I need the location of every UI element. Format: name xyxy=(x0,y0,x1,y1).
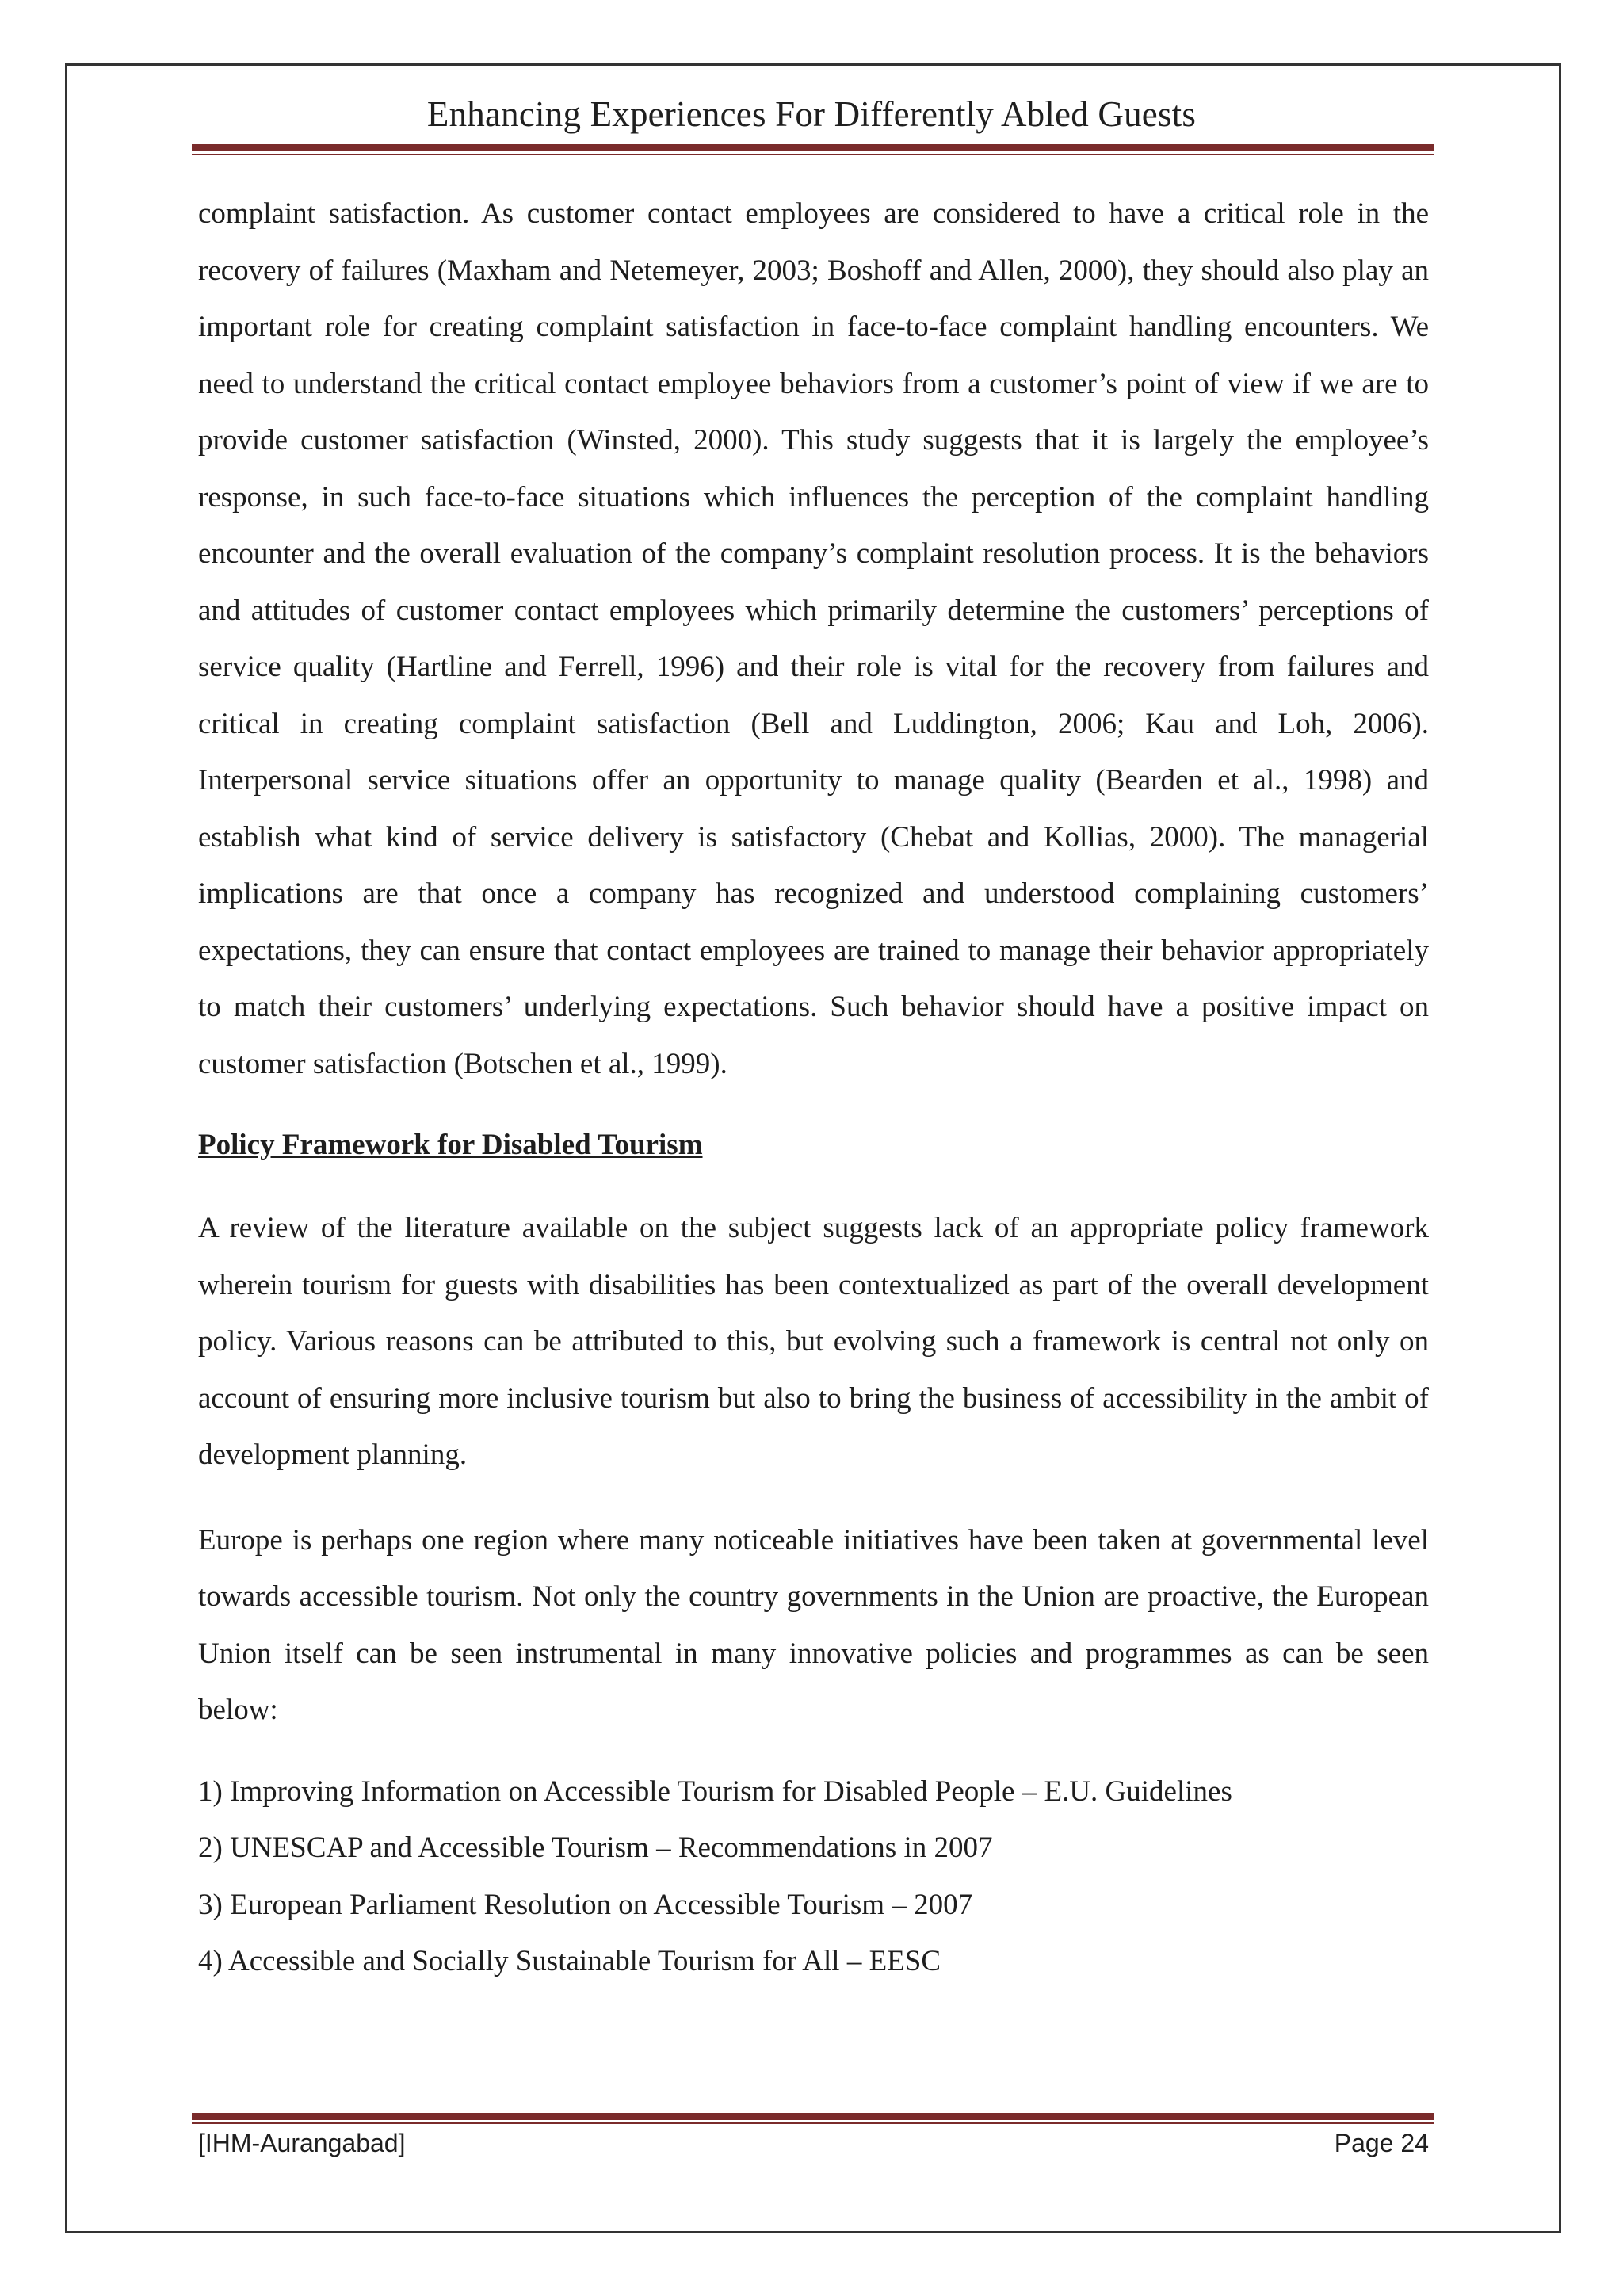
list-item: 1) Improving Information on Accessible Tourism for Disabled People – E.U. Guidelines xyxy=(198,1775,1232,1808)
list-item: 3) European Parliament Resolution on Accessible Tourism – 2007 xyxy=(198,1888,973,1921)
footer-institution: [IHM-Aurangabad] xyxy=(198,2129,406,2157)
page-content xyxy=(198,185,1429,1990)
list-item: 4) Accessible and Socially Sustainable Tourism for All – EESC xyxy=(198,1945,941,1977)
list-item: 2) UNESCAP and Accessible Tourism – Recommendations in 2007 xyxy=(198,1832,993,1864)
page-footer xyxy=(198,2129,1429,2158)
page-header-title: Enhancing Experiences For Differently Abled Guests xyxy=(426,94,1197,134)
footer-rule xyxy=(192,2113,1434,2124)
header-rule xyxy=(192,144,1434,155)
body-paragraph-2: A review of the literature available on the subject suggests lack of an appropriate policy framework wherein tourism for guests with disabilities has been contextualized as part of the overall development policy. Various reasons can be attributed to this, but evolving such a framework is central not only on account of ensuring more inclusive tourism but also to bring the business of accessibility in the ambit of development planning. xyxy=(198,1212,1429,1471)
section-heading: Policy Framework for Disabled Tourism xyxy=(198,1129,703,1161)
body-paragraph-3: Europe is perhaps one region where many noticeable initiatives have been taken at governmental level towards accessible tourism. Not only the country governments in the Union are proactive, the European Union itself can be seen instrumental in many innovative policies and programmes as can be seen below: xyxy=(198,1523,1429,1726)
initiatives-list xyxy=(198,1763,1429,1990)
page-number: Page 24 xyxy=(1334,2129,1429,2157)
body-paragraph-1: complaint satisfaction. As customer contact employees are considered to have a critical role in the recovery of failures (Maxham and Netemeyer, 2003; Boshoff and Allen, 2000), they should also play an important role for creating complaint satisfaction in face-to-face complaint handling encounters. We need to understand the critical contact employee behaviors from a customer’s point of view if we are to provide customer satisfaction (Winsted, 2000). This study suggests that it is largely the employee’s response, in such face-to-face situations which influences the perception of the complaint handling encounter and the overall evaluation of the company’s complaint resolution process. It is the behaviors and attitudes of customer contact employees which primarily determine the customers’ perceptions of service quality (Hartline and Ferrell, 1996) and their role is vital for the recovery from failures and critical in creating complaint satisfaction (Bell and Luddington, 2006; Kau and Loh, 2006). Interpersonal service situations offer an opportunity to manage quality (Bearden et al., 1998) and establish what kind of service delivery is satisfactory (Chebat and Kollias, 2000). The managerial implications are that once a company has recognized and understood complaining customers’ expectations, they can ensure that contact employees are trained to manage their behavior appropriately to match their customers’ underlying expectations. Such behavior should have a positive impact on customer satisfaction (Botschen et al., 1999). xyxy=(198,197,1429,1080)
